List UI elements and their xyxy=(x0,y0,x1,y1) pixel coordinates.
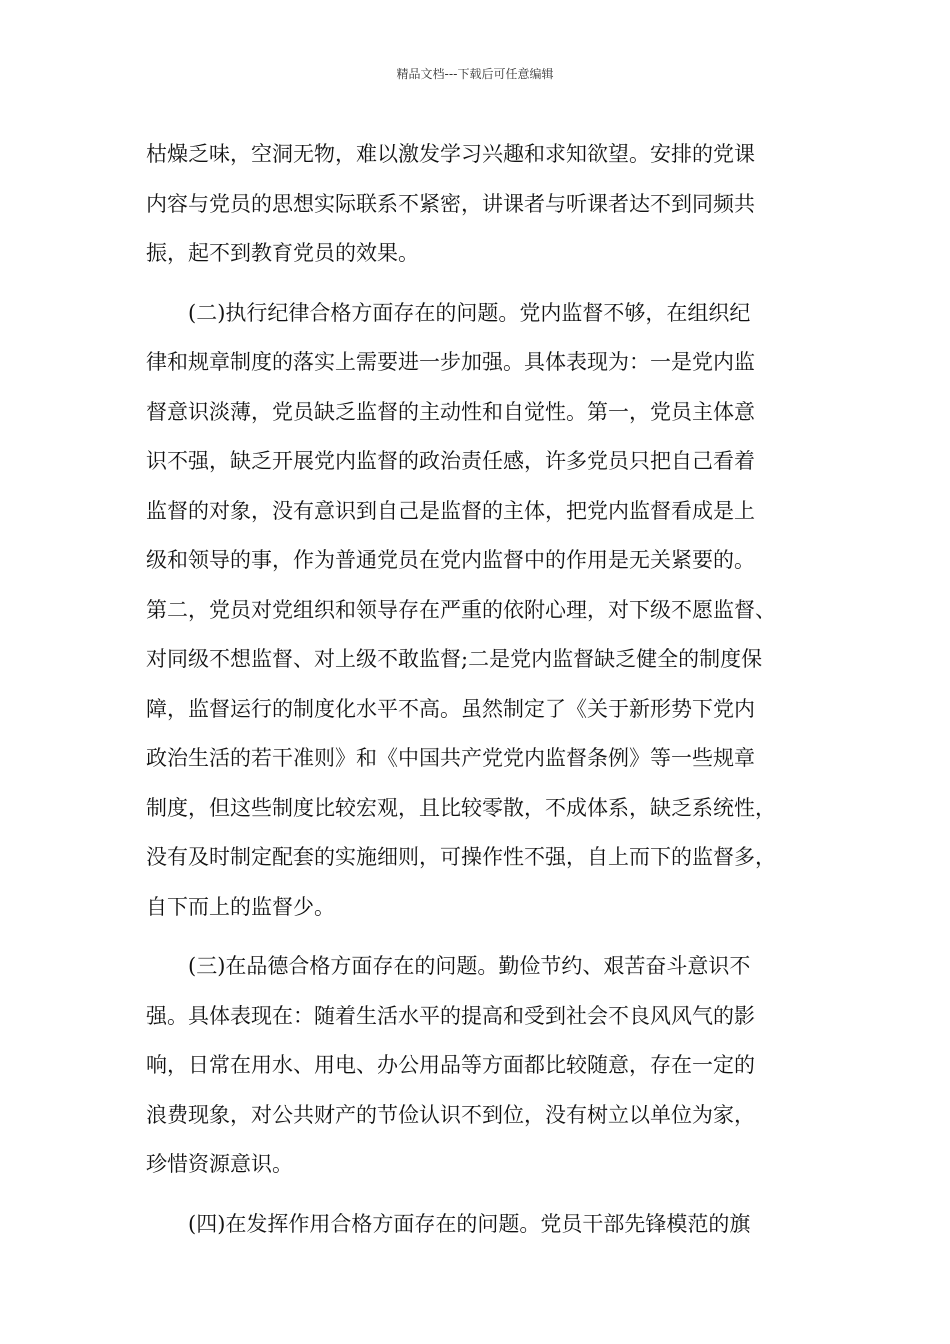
text-line: 内容与党员的思想实际联系不紧密，讲课者与听课者达不到同频共 xyxy=(146,191,755,216)
paragraph xyxy=(146,289,812,933)
text-line: 级和领导的事，作为普通党员在党内监督中的作用是无关紧要的。 xyxy=(146,548,755,572)
text-line: 没有及时制定配套的实施细则，可操作性不强，自上而下的监督多， xyxy=(146,845,776,869)
paragraph xyxy=(146,1200,812,1250)
text-line: 响，日常在用水、用电、办公用品等方面都比较随意，存在一定的 xyxy=(146,1053,755,1077)
paragraph xyxy=(146,130,812,279)
text-line: 督意识淡薄，党员缺乏监督的主动性和自觉性。第一，党员主体意 xyxy=(146,399,755,424)
text-line: 制度，但这些制度比较宏观，且比较零散，不成体系，缺乏系统性， xyxy=(146,795,776,820)
page-header: 精品文档---下载后可任意编辑 xyxy=(396,67,554,81)
text-line: 律和规章制度的落实上需要进一步加强。具体表现为：一是党内监 xyxy=(146,350,755,374)
text-line: (三)在品德合格方面存在的问题。勤俭节约、艰苦奋斗意识不 xyxy=(188,954,751,978)
text-line: 第二，党员对党组织和领导存在严重的依附心理，对下级不愿监督、 xyxy=(146,597,776,622)
text-line: 浪费现象，对公共财产的节俭认识不到位，没有树立以单位为家， xyxy=(146,1102,755,1127)
text-line: 强。具体表现在：随着生活水平的提高和受到社会不良风风气的影 xyxy=(146,1003,755,1028)
text-line: 监督的对象，没有意识到自己是监督的主体，把党内监督看成是上 xyxy=(146,498,755,523)
text-line: 自下而上的监督少。 xyxy=(146,894,335,919)
text-line: 珍惜资源意识。 xyxy=(146,1152,293,1176)
text-line: 枯燥乏味，空洞无物，难以激发学习兴趣和求知欲望。安排的党课 xyxy=(146,142,755,166)
text-line: 对同级不想监督、对上级不敢监督;二是党内监督缺乏健全的制度保 xyxy=(146,647,763,671)
text-line: (二)执行纪律合格方面存在的问题。党内监督不够，在组织纪 xyxy=(188,300,751,325)
text-line: 政治生活的若干准则》和《中国共产党党内监督条例》等一些规章 xyxy=(146,746,755,770)
paragraph xyxy=(146,942,812,1190)
text-line: 障，监督运行的制度化水平不高。虽然制定了《关于新形势下党内 xyxy=(146,696,755,721)
text-line: 振，起不到教育党员的效果。 xyxy=(146,241,419,265)
text-line: 识不强，缺乏开展党内监督的政治责任感，许多党员只把自己看着 xyxy=(146,449,755,473)
document-body xyxy=(146,130,812,1249)
text-line: (四)在发挥作用合格方面存在的问题。党员干部先锋模范的旗 xyxy=(188,1211,751,1236)
